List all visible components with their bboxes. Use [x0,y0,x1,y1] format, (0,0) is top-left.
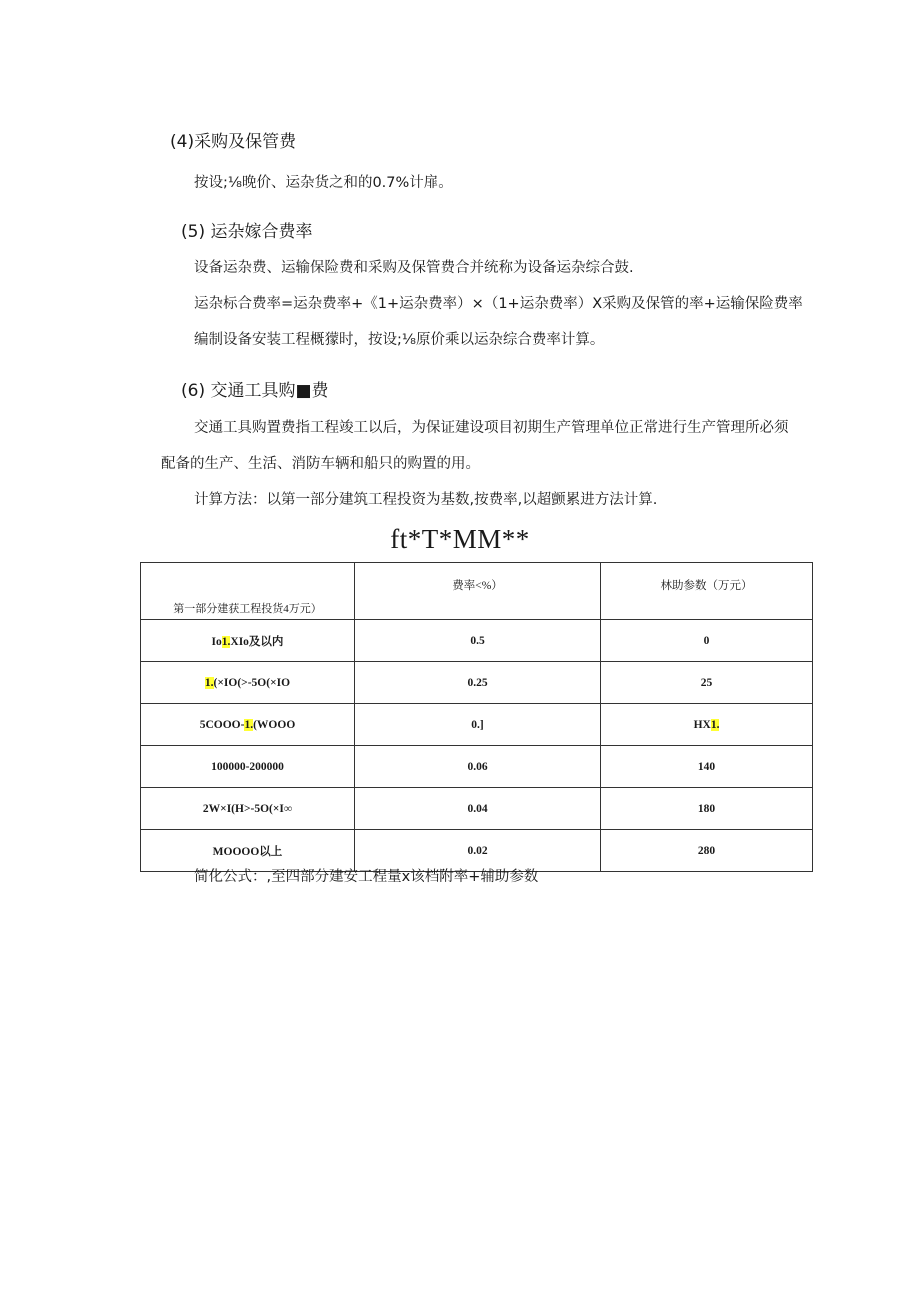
param-text: 280 [697,844,716,857]
table-row [141,620,813,662]
param-text: 140 [697,760,716,773]
section-6-text-2: 配备的生产、生活、消防车辆和船只的购置的用。 [161,456,480,472]
param-text: HX [693,718,711,731]
section-5-text-3: 编制设备安装工程概獴时，按设;⅛原价乘以运杂综合费率计算。 [194,332,605,348]
section-5-text-1: 设备运杂费、运输保险费和采购及保管费合并统称为设备运杂综合鼓. [194,260,634,276]
range-text: XIo及以内 [230,635,284,648]
range-text: 100000-200000 [211,760,284,773]
range-highlight: 1. [244,718,254,731]
range-cell [141,704,355,746]
table-row [141,662,813,704]
range-text: (×IO(>-5O(×IO [213,676,291,689]
param-highlight: 1. [710,718,720,731]
rate-cell: 0.25 [355,662,601,704]
table-row [141,788,813,830]
rate-cell: 0.5 [355,620,601,662]
rate-cell: 0.06 [355,746,601,788]
rate-cell: 0.] [355,704,601,746]
section-4-title: (4)采购及保管费 [170,132,297,152]
range-text: 5COOO- [199,718,245,731]
param-cell [601,746,813,788]
section-6-text-1: 交通工具购置费指工程竣工以后，为保证建设项目初期生产管理单位正常进行生产管理所必须 [194,420,789,436]
range-cell [141,788,355,830]
range-text: MOOOO以上 [212,845,283,858]
range-cell [141,620,355,662]
param-cell [601,662,813,704]
simplified-formula: 简化公式：,至四部分建安工程量x该档附率+辅助参数 [194,869,539,885]
param-text: 0 [703,634,710,647]
header-rate: 费率<%） [355,563,601,620]
header-param: 林助参数（万元） [601,563,813,620]
section-6-text-3: 计算方法：以第一部分建筑工程投资为基数,按费率,以超颤累进方法计算. [194,492,658,508]
rate-cell: 0.02 [355,830,601,872]
header-investment: 第一部分建获工程投货4万元） [141,563,355,620]
section-5-title: (5) 运杂嫁合费率 [181,222,313,242]
section-4-text: 按设;⅛晚价、运杂货之和的0.7%计扉。 [194,175,453,191]
range-text: 2W×I(H>-5O(×I∞ [202,802,293,815]
range-cell [141,746,355,788]
param-cell [601,830,813,872]
table-row [141,746,813,788]
table-header-row [141,563,813,620]
table-row [141,704,813,746]
param-cell [601,704,813,746]
range-text: Io [211,635,222,648]
table-caption: ft*T*MM** [390,524,530,554]
range-text: (WOOO [253,718,296,731]
range-cell [141,662,355,704]
fee-rate-table [140,562,813,872]
param-cell [601,788,813,830]
rate-cell: 0.04 [355,788,601,830]
param-text: 180 [697,802,716,815]
param-text: 25 [700,676,713,689]
param-cell [601,620,813,662]
section-6-title: (6) 交通工具购■费 [181,381,329,401]
range-highlight: 1. [221,635,231,648]
section-5-text-2: 运杂标合费率=运杂费率+《1+运杂费率）×（1+运杂费率）X采购及保管的率+运输保险费率 [194,296,803,312]
range-highlight: 1. [204,676,214,689]
